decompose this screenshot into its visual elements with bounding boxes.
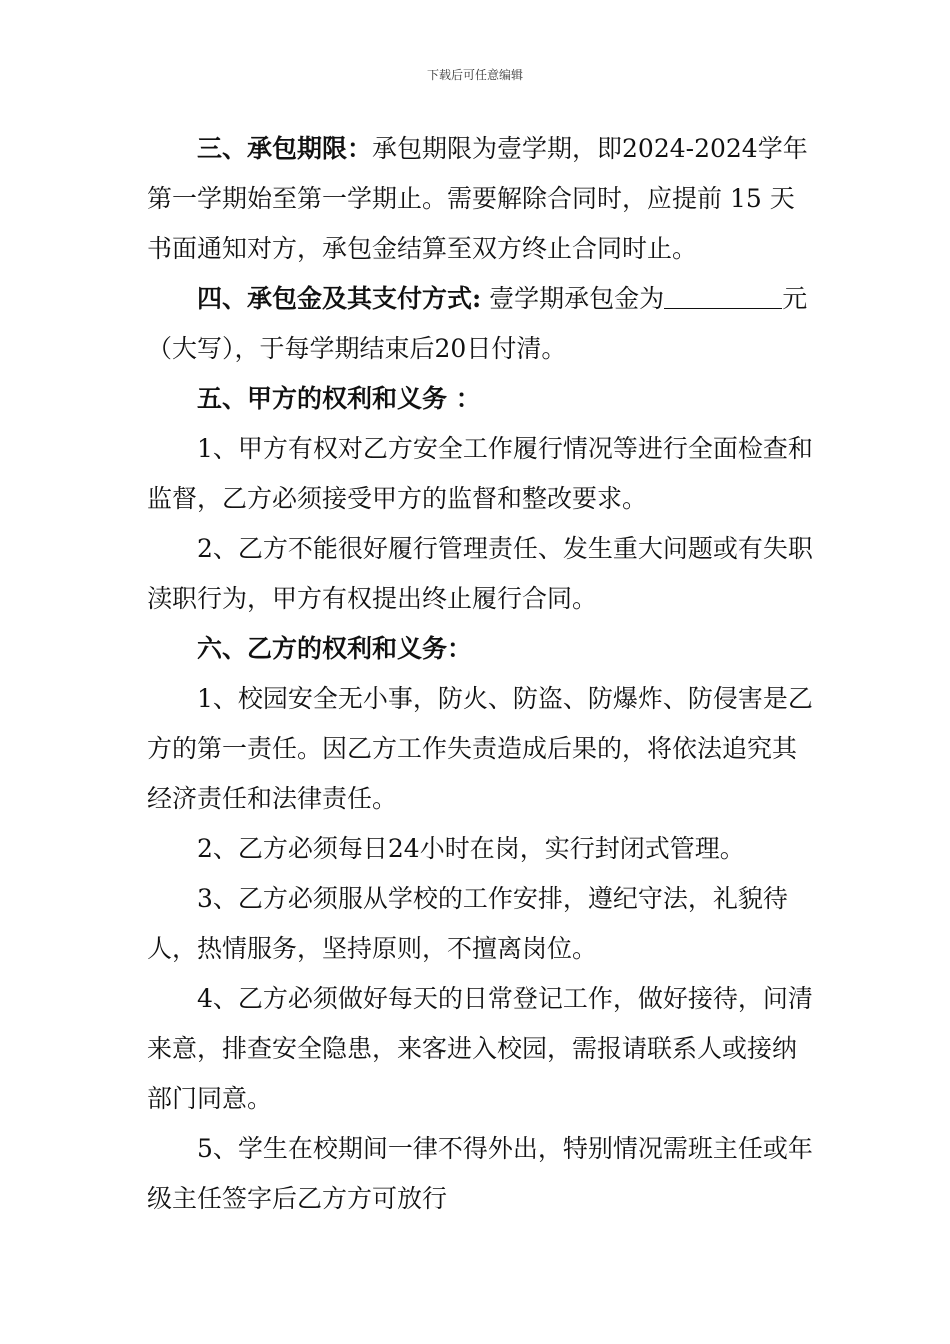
page-header: 下载后可任意编辑	[426, 68, 523, 82]
section-4-heading: 四、承包金及其支付方式:	[197, 284, 482, 313]
section-6-heading: 六、乙方的权利和义务：	[197, 634, 473, 663]
section-3-body: 承包期限为壹学期，即2024-2024学年第一学期始至第一学期止。需要解除合同时，应提前 15 天书面通知对方，承包金结算至双方终止合同时止。	[147, 134, 808, 263]
section-5-item: 1、甲方有权对乙方安全工作履行情况等进行全面检查和监督，乙方必须接受甲方的监督和整改要求。	[147, 434, 813, 513]
section-3-heading: 三、承包期限：	[197, 134, 373, 163]
section-6-item: 1、校园安全无小事，防火、防盗、防爆炸、防侵害是乙方的第一责任。因乙方工作失责造成后果的，将依法追究其经济责任和法律责任。	[147, 684, 813, 813]
section-4-body-start: 壹学期承包金为	[481, 284, 665, 313]
section-6-item: 5、学生在校期间一律不得外出，特别情况需班主任或年级主任签字后乙方方可放行	[147, 1134, 813, 1213]
section-5-heading: 五、甲方的权利和义务 ：	[197, 384, 481, 413]
section-6-item: 4、乙方必须做好每天的日常登记工作，做好接待，问清来意，排查安全隐患，来客进入校园，需报请联系人或接纳部门同意。	[147, 984, 813, 1113]
section-4-body-end: 元（大写），于每学期结束后20日付清。	[147, 284, 808, 363]
section-5-item: 2、乙方不能很好履行管理责任、发生重大问题或有失职渎职行为，甲方有权提出终止履行合同。	[147, 534, 813, 613]
document-body	[147, 124, 817, 1224]
section-6-item: 3、乙方必须服从学校的工作安排，遵纪守法，礼貌待人，热情服务，坚持原则，不擅离岗位。	[147, 884, 788, 963]
amount-blank-line	[664, 283, 782, 309]
section-4-paragraph	[147, 274, 817, 374]
section-6-item: 2、乙方必须每日24小时在岗，实行封闭式管理。	[197, 834, 745, 863]
section-3-paragraph	[147, 124, 817, 274]
